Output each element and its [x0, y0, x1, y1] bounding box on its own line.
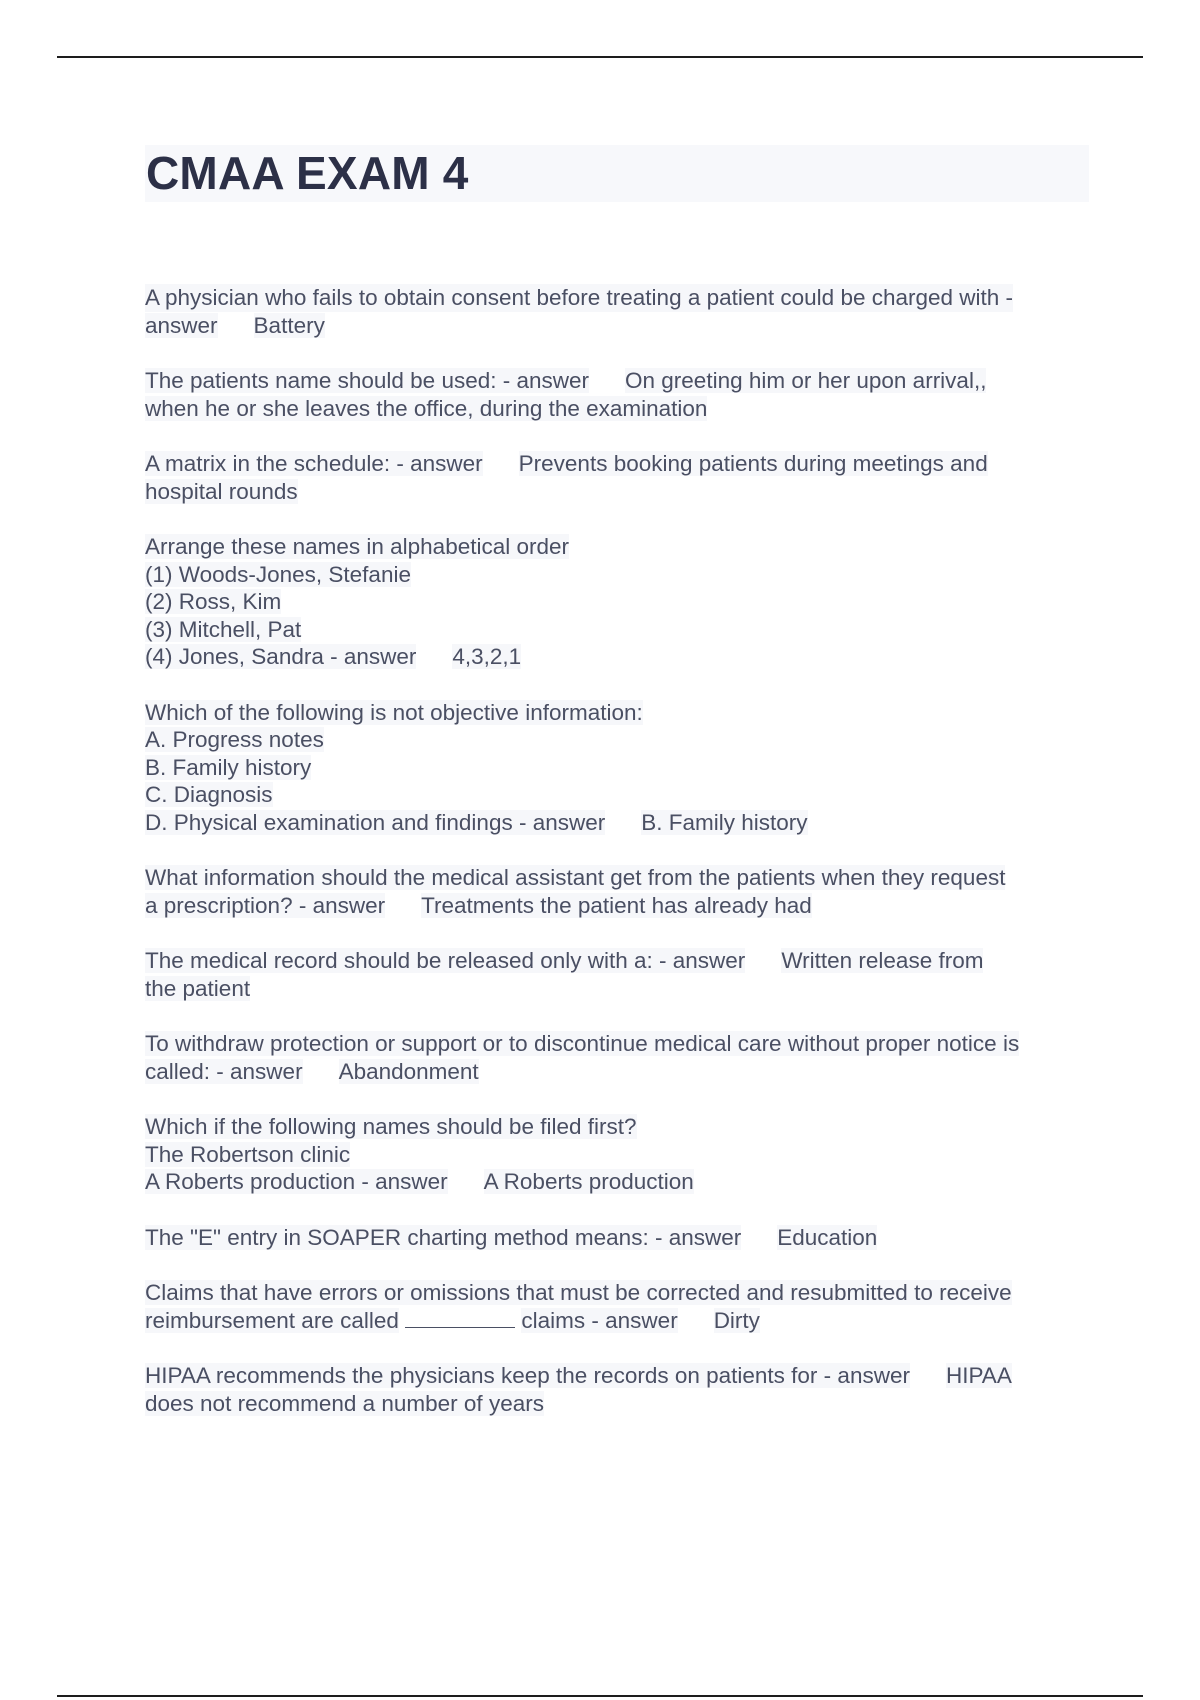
question-text: What information should the medical assistant get from the patients when they request: [145, 865, 1006, 890]
answer-text: Treatments the patient has already had: [421, 892, 812, 918]
question-text: HIPAA recommends the physicians keep the records on patients for - answer: [145, 1363, 910, 1388]
answer-prefix: (4) Jones, Sandra - answer: [145, 644, 417, 669]
answer-text: B. Family history: [641, 809, 808, 835]
question-item: [145, 947, 1095, 1002]
question-item: [145, 1224, 1095, 1252]
answer-text: Written release from: [781, 948, 984, 973]
question-item: [145, 1113, 1095, 1196]
answer-text: 4,3,2,1: [452, 644, 522, 669]
question-text: The patients name should be used: - answer: [145, 368, 590, 393]
question-item: [145, 284, 1095, 339]
answer-text: Prevents booking patients during meetings and: [518, 451, 988, 476]
answer-prefix: answer: [145, 312, 218, 338]
question-item: [145, 367, 1095, 422]
question-text: Which if the following names should be filed first?: [145, 1114, 637, 1139]
option-line: (3) Mitchell, Pat: [145, 616, 302, 642]
answer-text-continued: does not recommend a number of years: [145, 1390, 544, 1416]
question-text: Claims that have errors or omissions that must be corrected and resubmitted to receive: [145, 1280, 1012, 1305]
option-line: B. Family history: [145, 754, 312, 780]
question-text: A physician who fails to obtain consent before treating a patient could be charged with -: [145, 285, 1014, 310]
option-line: C. Diagnosis: [145, 782, 273, 807]
question-item: [145, 1362, 1095, 1417]
answer-text: Education: [777, 1224, 878, 1250]
answer-text: Dirty: [713, 1307, 760, 1333]
page-title: CMAA EXAM 4: [146, 147, 469, 199]
question-item: [145, 1279, 1095, 1334]
question-item: [145, 699, 1095, 837]
answer-prefix: a prescription? - answer: [145, 892, 386, 918]
option-line: (2) Ross, Kim: [145, 589, 282, 614]
answer-text: Battery: [253, 312, 325, 338]
question-text: Arrange these names in alphabetical order: [145, 534, 570, 559]
question-item: [145, 864, 1095, 919]
answer-text-continued: hospital rounds: [145, 478, 298, 504]
question-item: [145, 450, 1095, 505]
fill-in-blank: [405, 1309, 515, 1328]
question-text: The "E" entry in SOAPER charting method means: - answer: [145, 1224, 742, 1250]
answer-text-continued: when he or she leaves the office, during the examination: [145, 395, 708, 421]
top-rule: [57, 56, 1143, 58]
answer-text: HIPAA: [945, 1363, 1012, 1388]
question-item: [145, 1030, 1095, 1085]
option-line: (1) Woods-Jones, Stefanie: [145, 561, 411, 587]
option-line: The Robertson clinic: [145, 1141, 351, 1167]
question-text: Which of the following is not objective information:: [145, 699, 643, 725]
question-item: [145, 533, 1095, 671]
answer-prefix: claims - answer: [521, 1307, 678, 1333]
question-text: To withdraw protection or support or to discontinue medical care without proper notice is: [145, 1031, 1020, 1056]
answer-text: On greeting him or her upon arrival,,: [625, 368, 987, 393]
answer-text: A Roberts production: [483, 1169, 694, 1194]
question-text: A matrix in the schedule: - answer: [145, 451, 483, 476]
question-text-continued: reimbursement are called: [145, 1307, 399, 1333]
answer-text: Abandonment: [338, 1058, 479, 1084]
option-line: A. Progress notes: [145, 727, 324, 752]
bottom-rule: [57, 1695, 1143, 1697]
answer-prefix: called: - answer: [145, 1058, 303, 1084]
answer-text-continued: the patient: [145, 975, 251, 1001]
question-text: The medical record should be released only with a: - answer: [145, 948, 746, 973]
question-list: [145, 284, 1095, 1445]
answer-prefix: A Roberts production - answer: [145, 1169, 448, 1194]
answer-prefix: D. Physical examination and findings - answer: [145, 809, 606, 835]
